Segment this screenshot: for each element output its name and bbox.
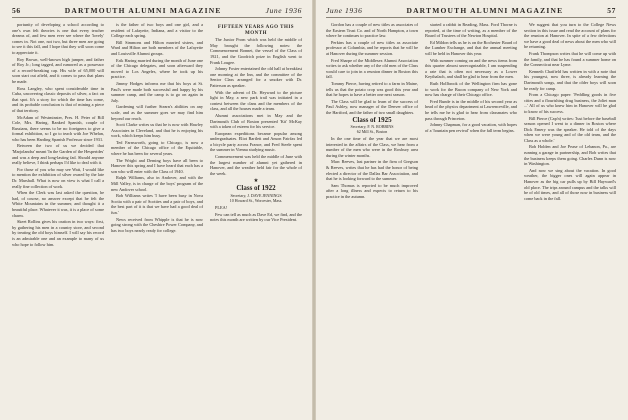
paragraph: Bob Williams writes 'I have been busy in Nova Scotia with a pair of Scotties and a pair of boys, and the best part of it is that we have had a good deal of fun.' (111, 193, 203, 215)
right-magazine-title: DARTMOUTH ALUMNI MAGAZINE (406, 6, 564, 15)
paragraph: For those of you who may see Watt, I would like to mention the exhibition of silver owned by the late Dr. Marshall. What is now on view is what I call a really fine collection of work. (12, 166, 104, 189)
separator-star-icon: ★ (253, 178, 259, 185)
paragraph: Erik Haring married during the month of June one of the Chicago delegates, and soon afterward they moved to Los Angeles, where he took up his practice. (111, 57, 203, 80)
class-byline: Secretary, J. DAVE JENNINGS 10 Howard St., Worcester, Mass. (229, 193, 283, 204)
paragraph: Tommy Pierce, having retired to a farm in Maine, tells us that the potato crop was good this year and that he hopes to have a better one next season. (326, 80, 418, 98)
right-column-1 (326, 22, 418, 418)
left-columns (12, 22, 302, 418)
left-magazine-title: DARTMOUTH ALUMNI MAGAZINE (64, 6, 222, 15)
left-column-1 (12, 22, 104, 418)
paragraph: In the one time of the year that we are most interested in the affairs of the Class, we hear from a number of the men who were in the Roxbury area during the winter months. (326, 136, 418, 158)
paragraph: Few can tell as much as Dave Ed, we find, and the notes this month are written by our Vice President. (210, 211, 302, 223)
paragraph: Ralph Williams, also in Andover, and with the Mill Valley, is in charge of the boys' program of the new Andover school. (111, 175, 203, 192)
paragraph: Roy Brown, well-known high jumper, and father of Roy Jr.; long tagged, and rumored as a possessor of a record-breaking cap. His wife of 65,000 will soon start out afield, and it comes to pass that plans be made. (12, 56, 104, 84)
paragraph: Bill Simmons and Hilton married sisters, and Ward and Hilton are both members of the Lafayette and Louisville Alumni groups. (111, 39, 203, 56)
paragraph: McAdam of Westminster, Pres. H. Peter of Bill Cole, Mrs. Haring, Ranked Spanish, couple of Russians, there seems to be no foreigners to give a formal exhibition, so I go to teach with Joe Whelan, who has been Harding Spanish Professor since 1931. (12, 114, 104, 142)
paragraph: The Class will be glad to learn of the success of Paul Ashley, now manager of the Denver office of the Hartford, and the father of two small daughters. (326, 98, 418, 115)
right-page (316, 0, 628, 420)
paragraph: Johnny Foster entertained the old hall at breakfast one morning at the Inn, and the committee of the Senior Class arranged for a smoker with Dr. Patterson as speaker. (210, 66, 302, 88)
right-page-number: 57 (607, 6, 616, 15)
class-heading-1925: Class of 1925 (352, 115, 392, 124)
paragraph: Jimmy Hodges informs me that his boys at St. Paul's were made both successful and happy by his summer camp, and the camp is to go on again in July. (111, 80, 203, 103)
paragraph: started a rabbit in Reading, Mass. Ford Thorne is reported, at the time of writing, as a member of the Board of Trustees of the Newton Hospital. (425, 22, 517, 39)
paragraph: News received from Whipple is that he is now going strong with the Cheshire Power Company, and has two boys nearly ready for college. (111, 216, 203, 233)
paragraph: Skeet Rollins gives his oration in two ways: first, by gathering his men in a country store, and second by treating the old boys himself. I will say his record is an admirable one and an example to many of us who hope to follow him. (12, 219, 104, 247)
paragraph: portunity of developing a school according to one's own felt theories is one that every teacher dreams of, and few men ever see where the 'lovely' comes in. Not one, not two, but three men are going to see it this fall, and I hope that they will soon come to appreciate it. (12, 22, 104, 55)
right-column-1-body (326, 22, 418, 116)
paragraph: Ruth Hollbrook of the Wellington firm has gone to work for the Bacon company of New York and now has charge of their Chicago office. (425, 80, 517, 98)
paragraph: is the father of two boys and one girl, and a resident of Lafayette, Indiana, and a visitor to the College each spring. (111, 22, 203, 39)
paragraph: Johnny Chapman, for a good vacation, with hopes of a 'fountain pen revival' when the fall term begins. (425, 122, 517, 133)
right-running-head (326, 6, 616, 18)
paragraph: Bob Holden and Joe Pease of Lebanon, Pa., are running a garage in partnership, and Bob writes that the business keeps them going. Charles Dunn is now in Washington. (524, 144, 616, 167)
paragraph: The Junior Prom which was held the middle of May brought the following notes: the Commencement Bonnet, the vessel of the Class of 1921, and the Goodrich prize in English went to Frank Lougee. (210, 37, 302, 65)
paragraph: Commencement was held the middle of June with the largest number of alumni yet gathered in Hanover, and the weather held fair for the whole of the week. (210, 154, 302, 176)
paragraph: The Wright and Deming boys have all been to Hanover this spring and I have heard that each has a son who will enter with the Class of 1940. (111, 157, 203, 174)
paragraph: Fred Bunde is in the middle of his second year as head of the physics department at Lawrenceville, and he tells me he is glad to hear from classmates who pass through Princeton. (425, 98, 517, 121)
class-heading: Class of 1922 (236, 184, 276, 193)
right-column-2 (425, 22, 517, 418)
paragraph: Frank Thompson writes that he will come up with the family, and that he has found a summer home on the Connecticut near Lyme. (524, 50, 616, 68)
paragraph: Ed Mildon tells us he is on the Rochester Board of the Lumber Exchange, and that the annual meeting will be held in Hanover this year. (425, 39, 517, 56)
paragraph: And now we sing about the vacation. In good weather, the bigger ones will again appear in Hanover as the big car pulls up by Bill Hayward's old place. The trips around campus and the talks will be of old times, and all of those now in business will come back in the fall. (524, 167, 616, 201)
paragraph: From a Chicago paper: 'Peddling goods in five cities and a flourishing drug business, the Joliet man ...' All of us who knew him in Hanover will be glad to know of his success. (524, 92, 616, 114)
paragraph: With the advent of Dr. Heyward to the picture light in May, a new park trail was initiated in a contest between the clans and the members of the class, and all the houses made a team. (210, 89, 302, 112)
left-page-number: 56 (12, 6, 21, 15)
paragraph: We suggest that you turn to the College News section in this issue and read the account of plans for the reunion at Hanover. In spite of a few defections we have a good deal of news about the men who will be returning. (524, 22, 616, 50)
class-body-1925 (326, 136, 418, 200)
section-heading: FIFTEEN YEARS AGO THIS MONTH (217, 25, 295, 36)
paragraph: When the Clerk was last asked the question, he had, of course, no answer except that he felt the White Mountains in the summer, and thought it a beautiful place. Whatever it was, it is a place of some charm. (12, 190, 104, 218)
section-body (210, 37, 302, 176)
class-body (210, 205, 302, 223)
right-columns (326, 22, 616, 418)
right-column-3 (524, 22, 616, 418)
paragraph: Alumni associations met in May and the Dartmouth Club of Boston presented 'Kit' McKay with a token of esteem for his service. (210, 112, 302, 130)
paragraph: PLEA! (215, 205, 228, 211)
paragraph: Marc Reeves, last partner in the firm of Gregson & Reeves, writes that he has had the honor of being elected a director of the Dallas Bar Association, and that he is looking forward to the summer. (326, 159, 418, 182)
paragraph: Bill Pierce (Cap'n) writes: 'Just before the baseball season opened I went to a dinner in Boston where Dick Emery was the speaker. He told of the days when we were young and of the old team, and the Class as a whole.' (524, 115, 616, 143)
paragraph: Scott Clarke writes us that he is now with Hawley Associates in Cleveland, and that he is enjoying his work, which keeps him busy. (111, 122, 203, 139)
paragraph: Between the two of us we decided that 'Marjolandra' meant 'In the Garden of the Hesperides' and was a deep and long-lasting fad. Should anyone really believe, I think perhaps I'd like to deal with it. (12, 143, 104, 166)
class-byline-1925: Secretary, F. N. ROBBINS 62 Mill St., Boston (350, 124, 394, 135)
paragraph: Sam Thomas is reported to be much improved after a long illness and expects to return to his practice in the autumn. (326, 182, 418, 200)
right-issue-date: June 1936 (326, 6, 363, 15)
left-issue-date: June 1936 (265, 6, 302, 15)
paragraph: Gordon has a couple of new titles as associates of the Eastern Trust Co. and of North Hampton, a town where he continues to practice law. (326, 22, 418, 39)
paragraph: Perkins has a couple of new titles as associate professor at Columbia, and he reports that he will be at Hanover during the summer session. (326, 39, 418, 56)
left-page (0, 0, 312, 420)
paragraph: Gardening will further Stearn's abilities on any scale, and as the summer goes we may find him beyond our reach. (111, 104, 203, 121)
paragraph: Fred Sharpe of the Middlesex Alumni Association writes to ask whether any of the old men of the Class would care to join in a reunion dinner in Boston this fall. (326, 57, 418, 80)
left-column-3 (210, 22, 302, 418)
paragraph: Ted Farnsworth, going to Chicago, is now a member of the Chicago office of the Equitable, where he has been for several years. (111, 139, 203, 157)
left-running-head (12, 6, 302, 18)
left-column-2 (111, 22, 203, 418)
paragraph: Kenneth Chatfield has written in with a note that his youngest, now three, is already learning the Dartmouth songs, and that the older boys will soon be ready for camp. (524, 68, 616, 91)
paragraph: European expeditions became popular among undergraduates. Eliot Bartlett and Anson Fairfax led a bicycle party across France, and Fred Steele spent the summer in Vienna studying music. (210, 130, 302, 153)
paragraph: With summer coming on and the news items from this quarter almost unrecognizable, I am suspending a rate that is often not necessary as a Lower Keythalach, and shall be glad to hear from the men. (425, 57, 517, 80)
paragraph: Ross Langley, who spent considerable time in Cuba, uncovering classic deposits of silver, a fact on that spot. It's a story for which the time has come, and its probable conclusion is that of mining a piece of that territory. (12, 85, 104, 113)
